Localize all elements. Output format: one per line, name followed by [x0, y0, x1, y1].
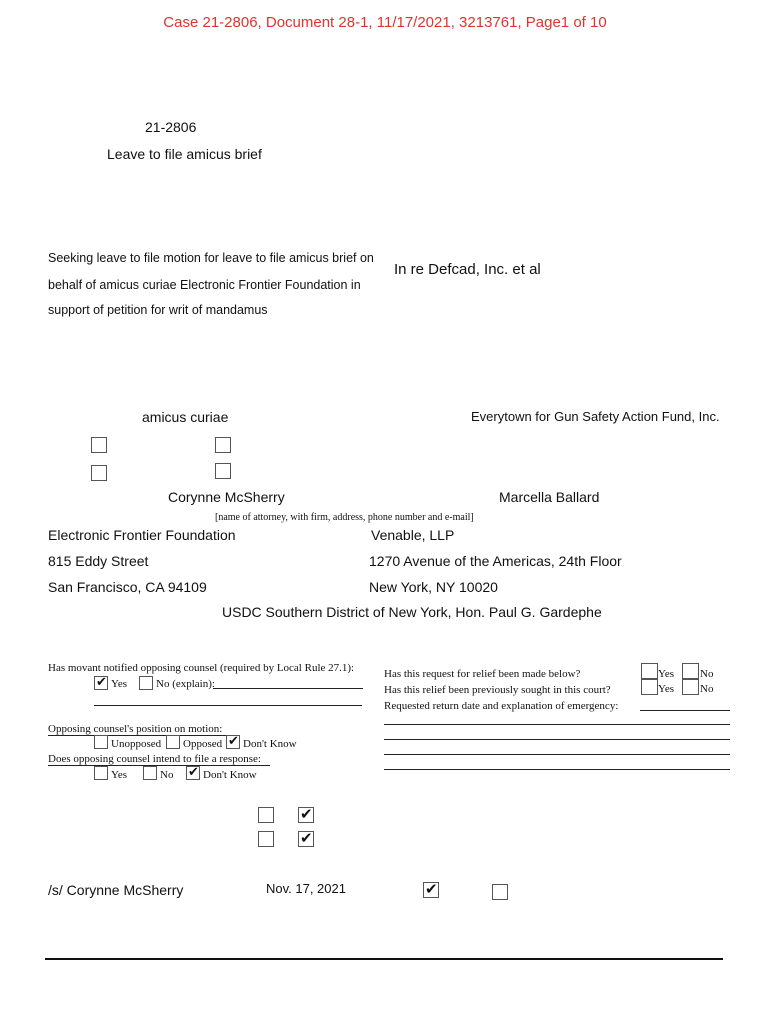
form-checkbox[interactable] [258, 807, 274, 823]
party-checkbox[interactable] [215, 437, 231, 453]
opposed-checkbox[interactable] [166, 735, 180, 749]
return-date-question: Requested return date and explanation of emergency: [384, 700, 619, 712]
opposing-firm: Venable, LLP [371, 527, 455, 543]
relief-line-3: support of petition for writ of mandamus [48, 303, 268, 317]
attorney-note: [name of attorney, with firm, address, phone number and e-mail] [215, 512, 474, 523]
opposing-street: 1270 Avenue of the Americas, 24th Floor [369, 553, 622, 569]
unopposed-checkbox[interactable] [94, 735, 108, 749]
made-below-no-checkbox[interactable] [682, 663, 699, 679]
notified-yes-label: Yes [111, 678, 128, 690]
response-dont-know-checkbox[interactable]: ✔ [188, 765, 199, 780]
response-yes-label: Yes [111, 769, 128, 781]
court-judge: USDC Southern District of New York, Hon. Paul G. Gardephe [222, 604, 602, 620]
sought-before-yes-checkbox[interactable] [641, 679, 658, 695]
sought-before-yes-label: Yes [658, 683, 675, 695]
service-checkbox[interactable] [492, 884, 508, 900]
response-yes-checkbox[interactable] [94, 766, 108, 780]
sought-before-no-checkbox[interactable] [682, 679, 699, 695]
movant-firm: Electronic Frontier Foundation [48, 527, 236, 543]
signature: /s/ Corynne McSherry [48, 882, 184, 898]
made-below-yes-label: Yes [658, 668, 675, 680]
notified-no-checkbox[interactable] [139, 676, 153, 690]
movant-party: amicus curiae [142, 409, 229, 425]
response-question: Does opposing counsel intend to file a response: [48, 753, 261, 765]
notified-no-label: No (explain): [156, 678, 215, 690]
case-number: 21-2806 [145, 119, 197, 135]
motion-type: Leave to file amicus brief [107, 146, 262, 162]
form-checkbox[interactable]: ✔ [300, 829, 313, 847]
dont-know-label: Don't Know [243, 738, 297, 750]
movant-street: 815 Eddy Street [48, 553, 149, 569]
opposing-attorney: Marcella Ballard [499, 489, 600, 505]
made-below-question: Has this request for relief been made below? [384, 668, 581, 680]
signature-date: Nov. 17, 2021 [266, 881, 346, 896]
relief-line-1: Seeking leave to file motion for leave to file amicus brief on [48, 251, 374, 265]
opposing-city: New York, NY 10020 [369, 579, 498, 595]
relief-line-2: behalf of amicus curiae Electronic Frontier Foundation in [48, 278, 361, 292]
movant-city: San Francisco, CA 94109 [48, 579, 207, 595]
case-header: Case 21-2806, Document 28-1, 11/17/2021, 3213761, Page1 of 10 [163, 14, 607, 31]
sought-before-no-label: No [700, 683, 714, 695]
response-dont-know-label: Don't Know [203, 769, 257, 781]
bottom-rule [45, 958, 723, 960]
notified-yes-checkbox[interactable]: ✔ [96, 675, 107, 690]
dont-know-checkbox[interactable]: ✔ [228, 734, 239, 749]
form-checkbox[interactable] [258, 831, 274, 847]
sought-before-question: Has this relief been previously sought in this court? [384, 684, 611, 696]
response-no-label: No [160, 769, 174, 781]
opposed-label: Opposed [183, 738, 223, 750]
response-no-checkbox[interactable] [143, 766, 157, 780]
opposing-party: Everytown for Gun Safety Action Fund, Inc. [471, 409, 720, 424]
unopposed-label: Unopposed [111, 738, 162, 750]
position-question: Opposing counsel's position on motion: [48, 723, 223, 735]
form-checkbox[interactable]: ✔ [300, 805, 313, 823]
party-checkbox[interactable] [91, 465, 107, 481]
movant-attorney: Corynne McSherry [168, 489, 285, 505]
service-checkbox[interactable]: ✔ [425, 880, 438, 898]
party-checkbox[interactable] [215, 463, 231, 479]
party-checkbox[interactable] [91, 437, 107, 453]
notified-question: Has movant notified opposing counsel (required by Local Rule 27.1): [48, 662, 355, 674]
made-below-yes-checkbox[interactable] [641, 663, 658, 679]
made-below-no-label: No [700, 668, 714, 680]
case-caption: In re Defcad, Inc. et al [394, 261, 541, 278]
